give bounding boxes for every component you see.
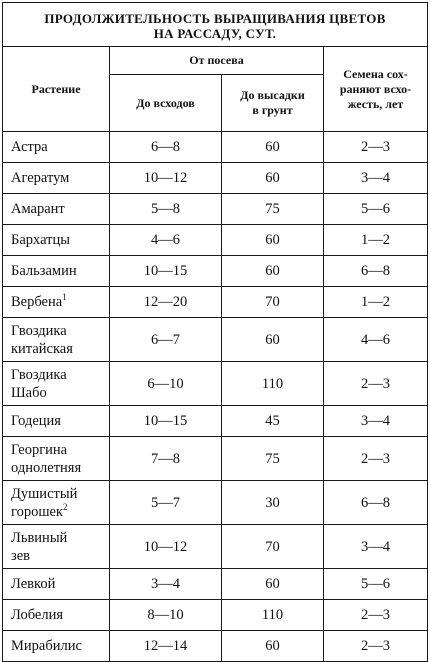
table-row	[3, 256, 428, 287]
to-transplant-cell: 60	[222, 225, 324, 256]
to-emergence-cell: 8—10	[110, 600, 222, 631]
plant-name-line	[11, 169, 109, 187]
plant-name-cell	[3, 163, 110, 194]
plant-name-text: Вербена	[11, 294, 63, 310]
header-seed-viability	[324, 47, 428, 132]
document-page	[2, 2, 427, 654]
table-row	[3, 362, 428, 406]
plant-name-line	[11, 231, 109, 249]
to-emergence-cell: 3—4	[110, 569, 222, 600]
plant-name-text: Лобелия	[11, 607, 64, 623]
table-body	[3, 132, 428, 662]
table-row	[3, 287, 428, 318]
to-transplant-cell: 75	[222, 194, 324, 225]
seed-viability-cell: 3—4	[324, 163, 428, 194]
plant-name-text: Душистый	[11, 485, 78, 502]
plant-name-line	[11, 322, 109, 340]
header-to-emergence: До всходов	[110, 75, 222, 132]
table-row	[3, 631, 428, 662]
to-emergence-cell: 4—6	[110, 225, 222, 256]
to-transplant-cell: 60	[222, 318, 324, 362]
plant-name-line	[11, 262, 109, 280]
plant-name-line	[11, 138, 109, 156]
to-emergence-cell: 10—12	[110, 525, 222, 569]
plant-name-line	[11, 529, 109, 547]
plant-name-text: Мирабилис	[11, 638, 82, 654]
plant-name-text: Годеция	[11, 413, 61, 429]
table-row	[3, 225, 428, 256]
plant-name-cell	[3, 256, 110, 287]
header-seed-line-2: раняют всхо-	[339, 81, 412, 96]
to-transplant-cell: 70	[222, 525, 324, 569]
plant-name-line	[11, 366, 109, 384]
plant-name-text: китайская	[11, 340, 73, 357]
to-transplant-cell: 60	[222, 256, 324, 287]
plant-name-line	[11, 441, 109, 459]
to-transplant-cell: 70	[222, 287, 324, 318]
to-emergence-cell: 12—14	[110, 631, 222, 662]
plant-name-line	[11, 200, 109, 218]
plant-name-text: Агератум	[11, 170, 70, 186]
seed-viability-cell: 3—4	[324, 406, 428, 437]
plant-name-cell	[3, 132, 110, 163]
plant-name-line	[11, 575, 109, 593]
table-row	[3, 600, 428, 631]
plant-name-cell	[3, 225, 110, 256]
to-emergence-cell: 10—15	[110, 406, 222, 437]
table-title-line-1: ПРОДОЛЖИТЕЛЬНОСТЬ ВЫРАЩИВАНИЯ ЦВЕТОВ	[44, 10, 386, 26]
to-emergence-cell: 10—15	[110, 256, 222, 287]
table-row	[3, 132, 428, 163]
seedling-duration-table	[2, 2, 428, 662]
plant-name-text: Шабо	[11, 384, 47, 401]
plant-name-line	[11, 340, 109, 358]
to-emergence-cell: 12—20	[110, 287, 222, 318]
plant-name-line	[11, 637, 109, 655]
plant-name-cell	[3, 287, 110, 318]
plant-name-cell	[3, 525, 110, 569]
to-emergence-cell: 6—8	[110, 132, 222, 163]
table-row	[3, 437, 428, 481]
seed-viability-cell: 2—3	[324, 631, 428, 662]
plant-name-text: Гвоздика	[11, 322, 67, 339]
to-emergence-cell: 10—12	[110, 163, 222, 194]
table-title	[3, 3, 428, 47]
header-from-sowing: От посева	[110, 47, 324, 75]
to-emergence-cell: 6—10	[110, 362, 222, 406]
plant-name-cell	[3, 318, 110, 362]
seed-viability-cell: 3—4	[324, 525, 428, 569]
seed-viability-cell: 1—2	[324, 225, 428, 256]
table-row	[3, 194, 428, 225]
table-row	[3, 481, 428, 525]
header-seed-line-1: Семена сох-	[343, 66, 408, 81]
plant-name-text: зев	[11, 547, 31, 564]
plant-name-text: Львиный	[11, 529, 68, 546]
seed-viability-cell: 2—3	[324, 132, 428, 163]
seed-viability-cell: 5—6	[324, 569, 428, 600]
plant-name-cell	[3, 406, 110, 437]
header-to-transplant-line-1: До высадки	[240, 88, 305, 102]
plant-name-cell	[3, 437, 110, 481]
table-row	[3, 569, 428, 600]
to-transplant-cell: 60	[222, 163, 324, 194]
plant-name-line	[11, 293, 109, 311]
table-row	[3, 525, 428, 569]
plant-name-text: однолетняя	[11, 459, 82, 476]
plant-name-line	[11, 459, 109, 477]
plant-name-line	[11, 384, 109, 402]
to-transplant-cell: 60	[222, 132, 324, 163]
table-row	[3, 318, 428, 362]
seed-viability-cell: 2—3	[324, 600, 428, 631]
to-transplant-cell: 110	[222, 362, 324, 406]
to-emergence-cell: 5—7	[110, 481, 222, 525]
seed-viability-cell: 2—3	[324, 437, 428, 481]
seed-viability-cell: 1—2	[324, 287, 428, 318]
plant-name-line	[11, 485, 109, 503]
plant-name-cell	[3, 569, 110, 600]
plant-name-line	[11, 503, 109, 521]
plant-name-line	[11, 606, 109, 624]
to-emergence-cell: 7—8	[110, 437, 222, 481]
seed-viability-cell: 2—3	[324, 362, 428, 406]
plant-name-text: Бальзамин	[11, 263, 77, 279]
plant-name-text: Амарант	[11, 201, 65, 217]
plant-name-cell	[3, 194, 110, 225]
table-title-line-2: НА РАССАДУ, СУТ.	[153, 25, 277, 41]
footnote-marker: 1	[62, 292, 67, 303]
plant-name-text: Бархатцы	[11, 232, 70, 248]
to-transplant-cell: 75	[222, 437, 324, 481]
header-plant: Растение	[3, 47, 110, 132]
seed-viability-cell: 6—8	[324, 256, 428, 287]
plant-name-text: Астра	[11, 139, 48, 155]
footnote-marker: 2	[62, 501, 68, 512]
plant-name-cell	[3, 631, 110, 662]
plant-name-text: Гвоздика	[11, 366, 67, 383]
seed-viability-cell: 6—8	[324, 481, 428, 525]
to-transplant-cell: 60	[222, 569, 324, 600]
plant-name-text: Георгина	[11, 441, 68, 458]
to-transplant-cell: 110	[222, 600, 324, 631]
header-to-transplant-line-2: в грунт	[252, 103, 293, 117]
to-emergence-cell: 6—7	[110, 318, 222, 362]
to-transplant-cell: 30	[222, 481, 324, 525]
plant-name-line	[11, 547, 109, 565]
plant-name-cell	[3, 362, 110, 406]
seed-viability-cell: 4—6	[324, 318, 428, 362]
plant-name-line	[11, 412, 109, 430]
plant-name-text: горошек	[11, 503, 63, 520]
to-emergence-cell: 5—8	[110, 194, 222, 225]
seed-viability-cell: 5—6	[324, 194, 428, 225]
header-to-transplant	[222, 75, 324, 132]
plant-name-cell	[3, 481, 110, 525]
plant-name-text: Левкой	[11, 576, 56, 592]
plant-name-cell	[3, 600, 110, 631]
header-seed-line-3: жесть, лет	[347, 96, 404, 111]
table-row	[3, 163, 428, 194]
table-row	[3, 406, 428, 437]
to-transplant-cell: 45	[222, 406, 324, 437]
to-transplant-cell: 60	[222, 631, 324, 662]
